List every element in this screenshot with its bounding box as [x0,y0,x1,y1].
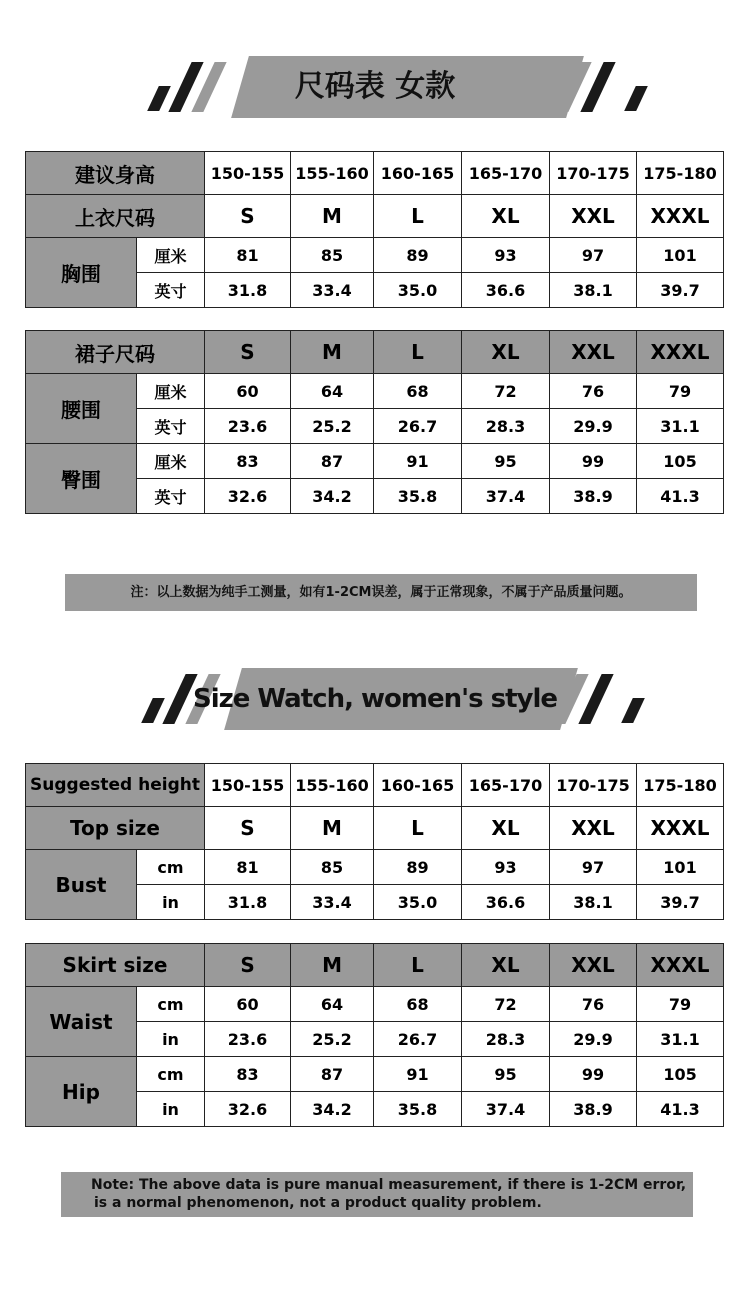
value-cell: 38.9 [550,479,637,514]
value-cell: 89 [374,850,462,885]
size-cell: XXXL [637,807,724,850]
en-note-line-1: Note: The above data is pure manual measurement, if there is 1-2CM error, [91,1177,687,1193]
value-cell: 34.2 [291,479,374,514]
size-cell: XL [462,944,550,987]
unit-cm-label: 厘米 [137,374,205,409]
value-cell: 37.4 [462,1092,550,1127]
size-cell: XXL [550,807,637,850]
height-label: 建议身高 [26,152,205,195]
value-cell: 68 [374,987,462,1022]
unit-cm-label: cm [137,1057,205,1092]
value-cell: 41.3 [637,479,724,514]
cn-skirt-size-table [25,330,724,514]
size-cell: M [291,331,374,374]
unit-cm-label: cm [137,850,205,885]
en-top-size-table [25,763,724,920]
value-cell: 28.3 [462,1022,550,1057]
height-cell: 160-165 [374,764,462,807]
page-title-en: Size Watch, women's style [192,684,558,714]
skirt-size-label: Skirt size [26,944,205,987]
value-cell: 85 [291,850,374,885]
value-cell: 72 [462,374,550,409]
value-cell: 38.1 [550,885,637,920]
value-cell: 72 [462,987,550,1022]
top-size-label: Top size [26,807,205,850]
value-cell: 89 [374,238,462,273]
value-cell: 35.0 [374,273,462,308]
value-cell: 79 [637,987,724,1022]
en-skirt-size-table [25,943,724,1127]
value-cell: 28.3 [462,409,550,444]
value-cell: 101 [637,238,724,273]
value-cell: 68 [374,374,462,409]
unit-cm-label: cm [137,987,205,1022]
value-cell: 26.7 [374,1022,462,1057]
value-cell: 32.6 [205,1092,291,1127]
en-note-line-2: is a normal phenomenon, not a product quality problem. [94,1195,542,1211]
size-cell: L [374,944,462,987]
value-cell: 41.3 [637,1092,724,1127]
hip-label: 臀围 [26,444,137,514]
value-cell: 31.8 [205,273,291,308]
unit-in-label: in [137,885,205,920]
value-cell: 81 [205,238,291,273]
value-cell: 33.4 [291,273,374,308]
size-cell: L [374,331,462,374]
size-cell: XXXL [637,331,724,374]
unit-cm-label: 厘米 [137,238,205,273]
value-cell: 99 [550,444,637,479]
value-cell: 39.7 [637,273,724,308]
height-cell: 150-155 [205,152,291,195]
value-cell: 95 [462,1057,550,1092]
value-cell: 35.0 [374,885,462,920]
unit-in-label: in [137,1022,205,1057]
en-note [61,1172,693,1217]
value-cell: 97 [550,238,637,273]
cn-title-banner [0,56,750,118]
size-cell: XL [462,807,550,850]
size-cell: XXL [550,331,637,374]
value-cell: 35.8 [374,479,462,514]
size-cell: M [291,807,374,850]
size-cell: XXXL [637,944,724,987]
size-cell: XL [462,195,550,238]
waist-label: 腰围 [26,374,137,444]
value-cell: 36.6 [462,273,550,308]
size-cell: XXL [550,944,637,987]
value-cell: 26.7 [374,409,462,444]
unit-in-label: 英寸 [137,479,205,514]
size-cell: L [374,807,462,850]
size-cell: M [291,944,374,987]
en-title-banner [0,668,750,730]
waist-label: Waist [26,987,137,1057]
value-cell: 101 [637,850,724,885]
value-cell: 64 [291,374,374,409]
value-cell: 91 [374,444,462,479]
bust-label: 胸围 [26,238,137,308]
value-cell: 91 [374,1057,462,1092]
size-cell: XL [462,331,550,374]
height-cell: 165-170 [462,152,550,195]
value-cell: 36.6 [462,885,550,920]
value-cell: 31.1 [637,409,724,444]
cn-note [65,574,697,611]
value-cell: 23.6 [205,409,291,444]
value-cell: 39.7 [637,885,724,920]
value-cell: 25.2 [291,409,374,444]
value-cell: 76 [550,987,637,1022]
bust-label: Bust [26,850,137,920]
value-cell: 33.4 [291,885,374,920]
unit-in-label: 英寸 [137,273,205,308]
value-cell: 95 [462,444,550,479]
value-cell: 83 [205,1057,291,1092]
value-cell: 29.9 [550,1022,637,1057]
value-cell: 60 [205,374,291,409]
height-cell: 165-170 [462,764,550,807]
unit-cm-label: 厘米 [137,444,205,479]
cn-note-text: 注：以上数据为纯手工测量，如有1-2CM误差，属于正常现象，不属于产品质量问题。 [130,585,632,600]
height-cell: 170-175 [550,764,637,807]
value-cell: 97 [550,850,637,885]
value-cell: 29.9 [550,409,637,444]
value-cell: 87 [291,1057,374,1092]
value-cell: 38.1 [550,273,637,308]
height-cell: 175-180 [637,764,724,807]
value-cell: 76 [550,374,637,409]
value-cell: 32.6 [205,479,291,514]
height-cell: 150-155 [205,764,291,807]
value-cell: 99 [550,1057,637,1092]
value-cell: 93 [462,238,550,273]
unit-in-label: in [137,1092,205,1127]
height-cell: 175-180 [637,152,724,195]
size-cell: M [291,195,374,238]
size-cell: S [205,807,291,850]
value-cell: 38.9 [550,1092,637,1127]
value-cell: 64 [291,987,374,1022]
cn-top-size-table [25,151,724,308]
value-cell: 34.2 [291,1092,374,1127]
value-cell: 93 [462,850,550,885]
value-cell: 79 [637,374,724,409]
size-cell: L [374,195,462,238]
hip-label: Hip [26,1057,137,1127]
value-cell: 60 [205,987,291,1022]
value-cell: 31.8 [205,885,291,920]
value-cell: 35.8 [374,1092,462,1127]
value-cell: 37.4 [462,479,550,514]
value-cell: 25.2 [291,1022,374,1057]
height-label: Suggested height [26,764,205,807]
top-size-label: 上衣尺码 [26,195,205,238]
value-cell: 87 [291,444,374,479]
size-cell: S [205,195,291,238]
page-title-cn: 尺码表 女款 [294,69,456,104]
value-cell: 83 [205,444,291,479]
value-cell: 23.6 [205,1022,291,1057]
value-cell: 31.1 [637,1022,724,1057]
height-cell: 155-160 [291,152,374,195]
size-cell: XXXL [637,195,724,238]
value-cell: 85 [291,238,374,273]
size-cell: XXL [550,195,637,238]
value-cell: 105 [637,444,724,479]
value-cell: 105 [637,1057,724,1092]
height-cell: 160-165 [374,152,462,195]
size-cell: S [205,331,291,374]
height-cell: 155-160 [291,764,374,807]
size-cell: S [205,944,291,987]
height-cell: 170-175 [550,152,637,195]
skirt-size-label: 裙子尺码 [26,331,205,374]
unit-in-label: 英寸 [137,409,205,444]
value-cell: 81 [205,850,291,885]
